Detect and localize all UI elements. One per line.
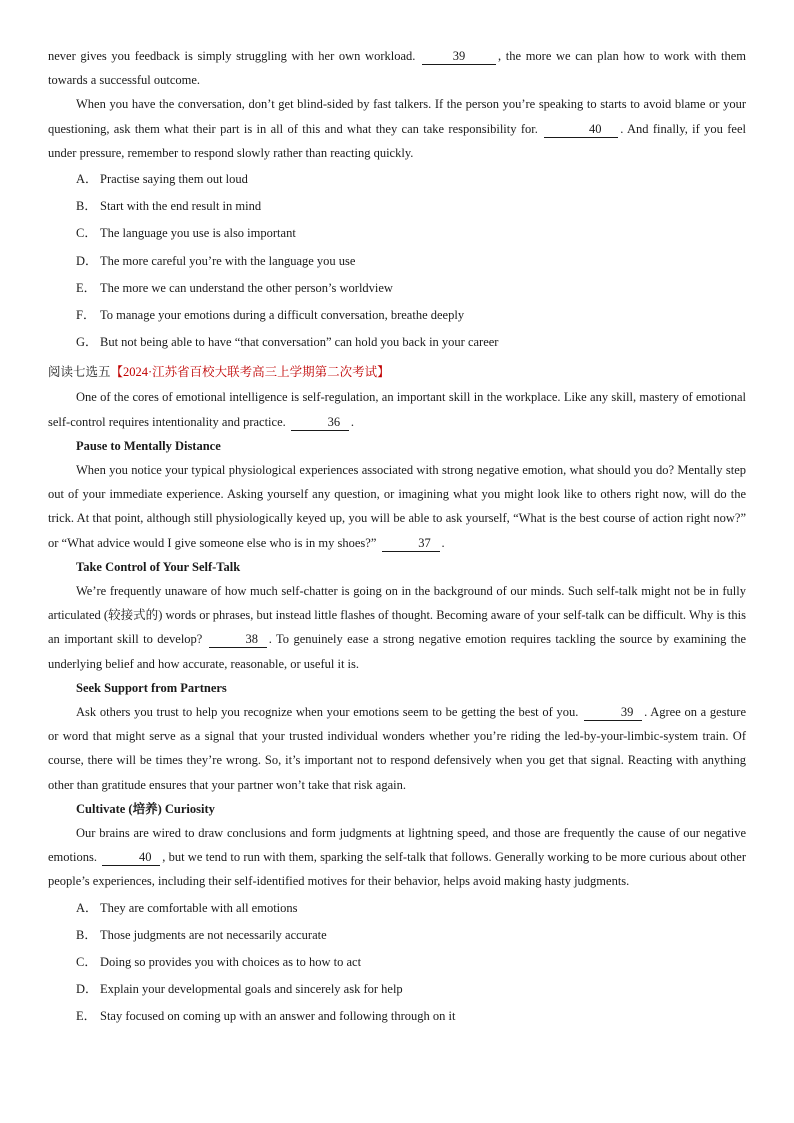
option-a (48, 895, 746, 922)
paragraph-support (48, 700, 746, 797)
option-text: Doing so provides you with choices as to how to act (100, 954, 362, 969)
paragraph-text: . And finally, if you feel under pressure, remember to respond slowly rather than reacting quickly. (48, 121, 746, 160)
paragraph-conversation (48, 92, 746, 165)
option-e (48, 1003, 746, 1030)
option-text: Those judgments are not necessarily accurate (100, 927, 327, 942)
answer-blank-39: 39 (422, 49, 496, 65)
option-text: The language you use is also important (100, 226, 296, 241)
paragraph-continued (48, 44, 746, 92)
option-text: They are comfortable with all emotions (100, 900, 298, 915)
option-c (48, 949, 746, 976)
option-letter: C． (76, 954, 97, 969)
paragraph-intro (48, 385, 746, 433)
option-c (48, 220, 746, 247)
option-f (48, 302, 746, 329)
option-text: The more careful you’re with the language you use (100, 253, 356, 268)
options-list-2 (48, 895, 746, 1031)
paragraph-text: , but we tend to run with them, sparking the self-talk that follows. Generally working to be more curious about other people’s experiences, including their self-identified motives for their behavior, helps avoid making hasty judgments. (48, 850, 747, 889)
paragraph-text: We’re frequently unaware of how much self-chatter is going on in the background of our minds. Such self-talk might not be in fully articulated (较接式的) words or phrases, but instead little flashes of thought. Becoming aware of your self-talk can be difficult. Why is this an important skill to develop? (48, 583, 746, 647)
option-letter: B． (76, 199, 97, 214)
option-letter: F． (76, 307, 96, 322)
subheading-support: Seek Support from Partners (76, 680, 227, 695)
subheading-self-talk: Take Control of Your Self-Talk (76, 559, 241, 574)
option-text: But not being able to have “that conversation” can hold you back in your career (100, 335, 499, 350)
paragraph-text: . (350, 414, 355, 429)
answer-blank-38: 38 (209, 632, 267, 648)
paragraph-text: Ask others you trust to help you recognize when your emotions seem to be getting the best of you. (76, 704, 579, 719)
paragraph-curiosity (48, 821, 746, 894)
paragraph-text: When you notice your typical physiological experiences associated with strong negative emotion, what should you do? Mentally step out of your immediate experience. Asking yourself any question, or imagining what you might look like to others right now, will do the trick. At that point, although still physiologically keyed up, you will be able to ask yourself, “What is the best course of action right now?” or “What advice would I give someone else who is in my shoes?” (48, 462, 746, 550)
answer-blank-39: 39 (584, 705, 642, 721)
section-label: 阅读七选五 (48, 365, 111, 380)
option-letter: E． (76, 1009, 97, 1024)
section-header (48, 359, 746, 385)
paragraph-text: When you have the conversation, don’t get blind-sided by fast talkers. If the person you’re speaking to starts to avoid blame or your questioning, ask them what their part is in all of this and what they can take responsibility for. (48, 97, 746, 136)
option-letter: G． (76, 335, 98, 350)
subheading-curiosity: Cultivate (培养) Curiosity (76, 801, 215, 816)
section-source: 【2024·江苏省百校大联考高三上学期第二次考试】 (110, 365, 390, 380)
paragraph-self-talk (48, 579, 746, 676)
option-b (48, 193, 746, 220)
option-g (48, 329, 746, 356)
paragraph-text: One of the cores of emotional intelligence is self-regulation, an important skill in the workplace. Like any skill, mastery of emotional self-control requires intentionality and practice. (48, 390, 746, 429)
option-letter: E． (76, 280, 97, 295)
paragraph-text: Our brains are wired to draw conclusions and form judgments at lightning speed, and those are frequently the cause of our negative emotions. (48, 825, 746, 865)
option-text: The more we can understand the other person’s worldview (100, 280, 393, 295)
paragraph-text: never gives you feedback is simply struggling with her own workload. (48, 49, 416, 63)
option-letter: A． (76, 900, 98, 915)
option-letter: D． (76, 253, 98, 268)
options-list-1 (48, 166, 746, 356)
answer-blank-37: 37 (382, 536, 440, 552)
option-text: Stay focused on coming up with an answer and following through on it (100, 1009, 456, 1024)
option-letter: A． (76, 172, 98, 187)
paragraph-text: . To genuinely ease a strong negative emotion requires tackling the source by examining the underlying belief and how accurate, reasonable, or useful it is. (48, 632, 747, 671)
option-d (48, 976, 746, 1003)
option-a (48, 166, 746, 193)
paragraph-pause (48, 458, 746, 555)
answer-blank-40: 40 (102, 850, 160, 866)
subheading-pause: Pause to Mentally Distance (76, 438, 221, 453)
paragraph-text: . (441, 535, 445, 550)
option-letter: C． (76, 226, 97, 241)
option-text: Explain your developmental goals and sincerely ask for help (100, 982, 403, 997)
option-text: Practise saying them out loud (100, 172, 248, 187)
option-text: To manage your emotions during a difficult conversation, breathe deeply (100, 307, 465, 322)
option-e (48, 275, 746, 302)
paragraph-text: . Agree on a gesture or word that might serve as a signal that your trusted individual wonders whether you’re riding the led-by-your-limbic-system train. Of course, there will be times they’re wrong. So, it’s important not to respond defensively when you get that signal. Reacting with anything other than gratitude ensures that your partner won’t take that risk again. (48, 704, 747, 792)
paragraph-text: , the more we can plan how to work with them towards a successful outcome. (48, 49, 747, 88)
option-b (48, 922, 746, 949)
option-letter: B． (76, 927, 97, 942)
option-d (48, 248, 746, 275)
answer-blank-40: 40 (544, 122, 618, 138)
option-text: Start with the end result in mind (100, 199, 262, 214)
option-letter: D． (76, 982, 98, 997)
answer-blank-36: 36 (291, 415, 349, 431)
